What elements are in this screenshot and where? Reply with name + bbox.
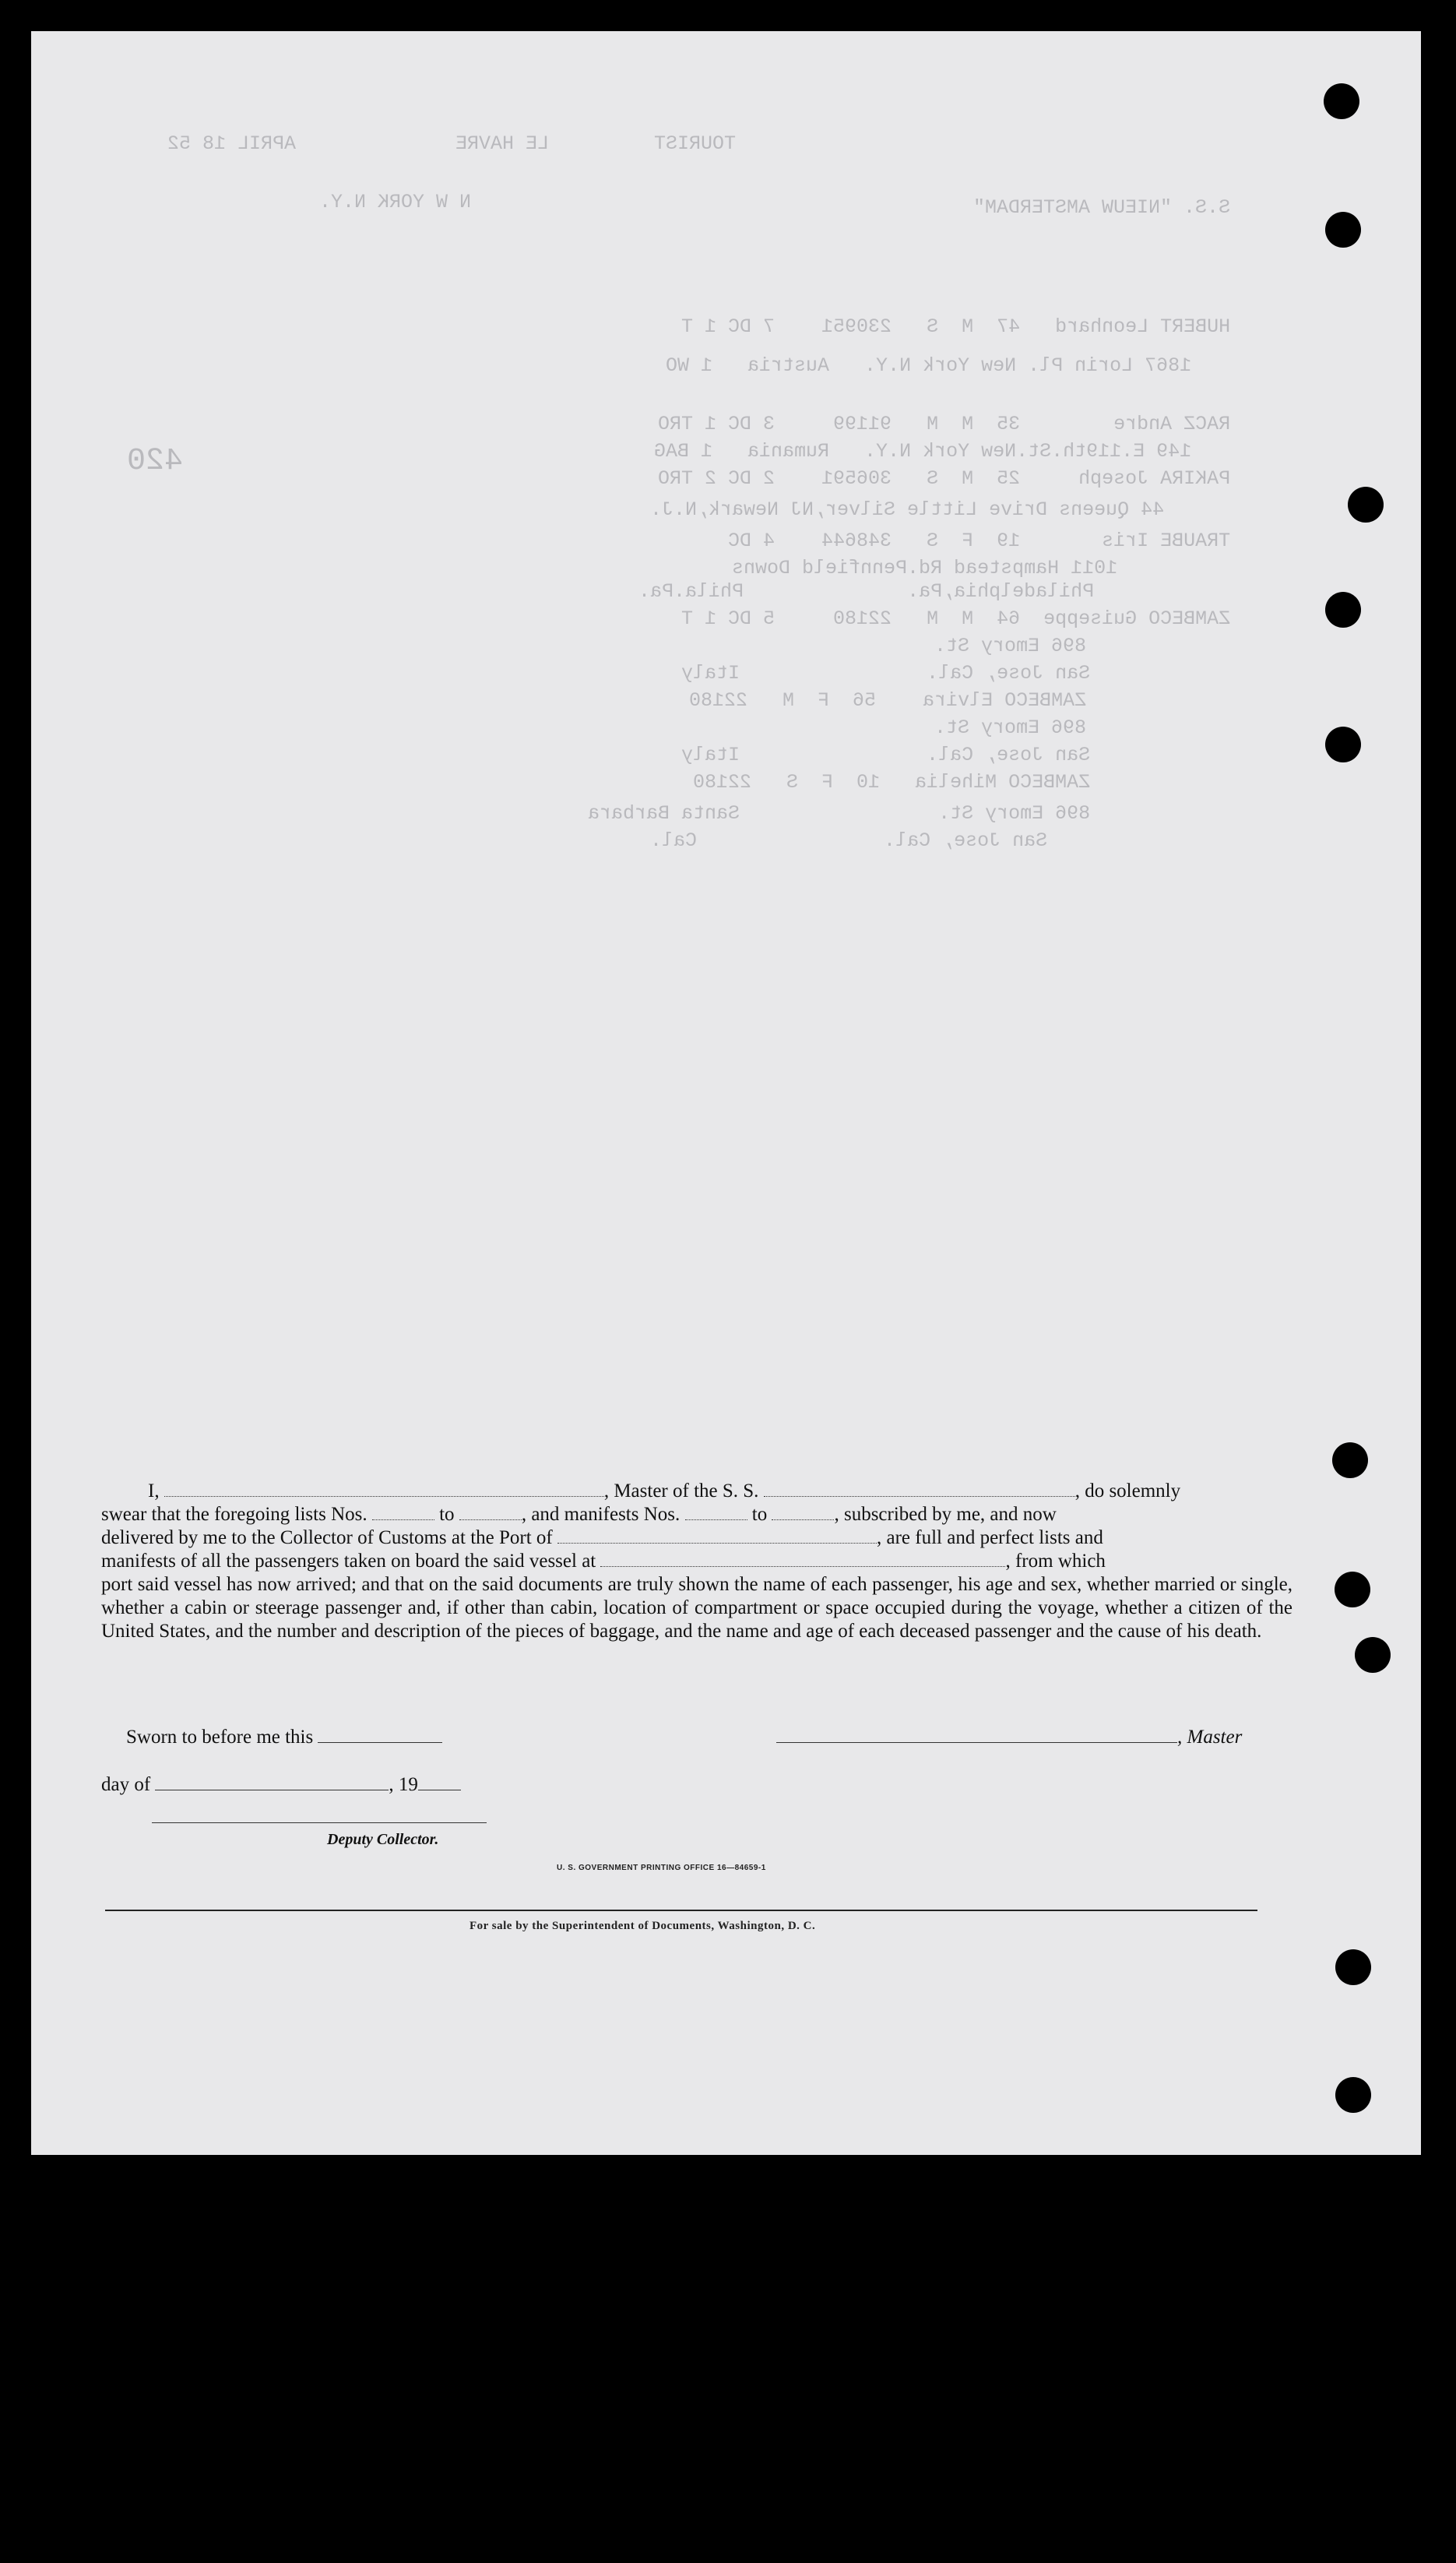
footer-rule [105,1910,1257,1911]
punch-hole [1355,1637,1391,1673]
punch-hole [1348,487,1384,523]
printer-imprint: U. S. GOVERNMENT PRINTING OFFICE 16—84659-1 [557,1864,766,1872]
faint-row: 1867 Lorin Pl. New York N.Y. Austria 1 WO [665,354,1191,377]
faint-destination: N W YORK N.Y. [318,191,471,213]
master-name-blank[interactable] [164,1480,604,1497]
lists-to-blank[interactable] [459,1504,522,1520]
punch-hole [1325,212,1361,248]
oath-to: to [751,1504,768,1525]
faint-row: RACZ Andre 35 M M 91199 3 DC 1 TRO [657,413,1230,435]
faint-row: 896 Emory St. [934,635,1086,657]
sworn-label: Sworn to before me this [126,1727,314,1748]
faint-row: ZAMBECO Mihelia 10 F S 22180 [692,771,1090,794]
oath-rest: port said vessel has now arrived; and that on the said documents are truly shown the name of each passenger, his age and sex, whether married or single, whether a cabin or steerage passenger and, if other than cabin, location of compartment or space occupied during the voyage, whether a citizen of the United States, and the number and description of the pieces of baggage, and the name and age of each deceased passenger and the cause of his death. [101,1574,1292,1642]
faint-row: San Jose, Cal. Cal. [649,829,1047,852]
oath-master-of: , Master of the S. S. [603,1480,759,1502]
oath-subscribed: , subscribed by me, and now [834,1504,1057,1525]
manifest-page [31,31,1421,2155]
oath-full-perfect: , are full and perfect lists and [877,1527,1103,1548]
faint-row: 149 E.119th.St.New York N.Y. Rumania 1 BAG [653,440,1191,463]
faint-margin-number: 420 [126,444,183,479]
deputy-signature-line[interactable] [152,1822,487,1823]
faint-row: TRAUBE Iris 19 F S 348644 4 DC [727,530,1230,552]
faint-row: 1011 Hampstead Rd.Pennfield Downs [731,557,1117,579]
sworn-date-blank[interactable] [318,1728,442,1743]
oath-swear: swear that the foregoing lists Nos. [101,1504,368,1525]
punch-hole [1325,727,1361,762]
master-label: , Master [1177,1727,1243,1748]
punch-hole [1335,1949,1371,1985]
oath-from-which: , from which [1005,1551,1106,1572]
manifests-from-blank[interactable] [685,1504,747,1520]
faint-vessel: S.S. "NIEUW AMSTERDAM" [972,196,1230,219]
oath-i: I, [148,1480,160,1502]
faint-row: ZAMBECO Guiseppe 64 M M 22180 5 DC 1 T [681,607,1230,630]
day-of-label: day of [101,1774,151,1795]
for-sale-note: For sale by the Superintendent of Documents, Washington, D. C. [470,1920,816,1932]
boarding-port-blank[interactable] [600,1551,1005,1567]
faint-row: 44 Queens Drive Little Silver,NJ Newark,N.J. [649,498,1164,521]
faint-row: HUBERT Leonhard 47 M S 230951 7 DC 1 T [681,315,1230,338]
manifests-to-blank[interactable] [772,1504,834,1520]
year-blank[interactable] [418,1776,461,1790]
oath-manifests-all: manifests of all the passengers taken on board the said vessel at [101,1551,596,1572]
punch-hole [1325,592,1361,628]
year-label: , 19 [389,1774,418,1795]
faint-row: 896 Emory St. Santa Barbara [587,802,1090,825]
punch-hole [1324,83,1359,119]
faint-class: TOURIST [653,132,736,155]
oath-do-solemnly: , do solemnly [1074,1480,1181,1502]
lists-from-blank[interactable] [372,1504,434,1520]
vessel-name-blank[interactable] [764,1480,1075,1497]
day-of-blank[interactable] [155,1776,389,1790]
day-of-line [101,1774,461,1796]
port-blank[interactable] [557,1527,877,1544]
faint-port: LE HAVRE [455,132,549,155]
deputy-collector-label: Deputy Collector. [327,1831,439,1848]
faint-row: 896 Emory St. [934,716,1086,739]
oath-and-manifests: , and manifests Nos. [521,1504,681,1525]
faint-row: PAKIRA Joseph 25 M S 306591 2 DC 2 TRO [657,467,1230,490]
sworn-line [126,1727,442,1748]
punch-hole [1335,2077,1371,2113]
punch-hole [1332,1442,1368,1478]
oath-to: to [439,1504,455,1525]
faint-row: ZAMBECO Elvira 56 F M 22180 [688,689,1086,712]
faint-row: San Jose, Cal. Italy [681,662,1090,685]
faint-row: Philadelphia,Pa. Phila.Pa. [638,580,1094,603]
faint-date: APRIL 18 52 [167,132,296,155]
faint-row: San Jose, Cal. Italy [681,744,1090,766]
master-signature-line [776,1727,1242,1748]
punch-hole [1335,1572,1370,1607]
oath-delivered: delivered by me to the Collector of Customs at the Port of [101,1527,553,1548]
oath-paragraph [101,1480,1292,1643]
master-signature-blank[interactable] [776,1728,1177,1743]
